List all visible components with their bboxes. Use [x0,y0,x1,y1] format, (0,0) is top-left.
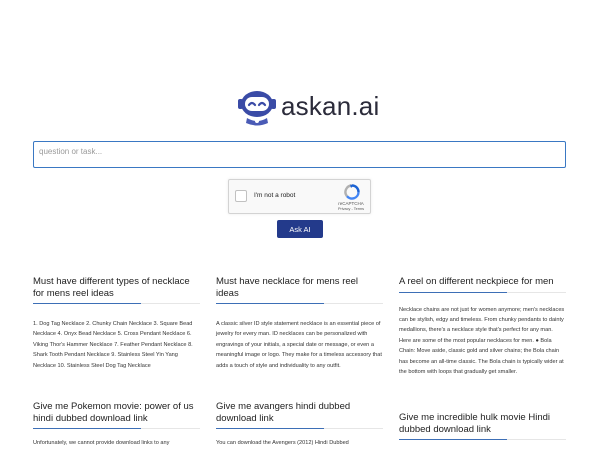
qa-card[interactable] [216,276,383,371]
card-title[interactable]: Give me avangers hindi dubbed download link [216,401,351,424]
card-body: You can download the Avengers (2012) Hindi Dubbed [216,440,349,446]
card-body: 1. Dog Tag Necklace 2. Chunky Chain Necklace 3. Square Bead Necklace 4. Onyx Bead Necklace 5. Cross Pendant Necklace 6. Viking Thor's Hammer Necklace 7. Feather Pendant Necklace 8. Shark Tooth Pendant Necklace 9. Stainless Steel Yin Yang Necklace 10. Stainless Steel Dog Tag Necklace [33,321,193,369]
recaptcha-brand: reCAPTCHA [338,201,364,206]
card-body: Necklace chains are not just for women anymore; men's necklaces can be stylish, edgy and timeless. From chunky pendants to dainty medallions, there's a necklace style that's perfect for any man. Here are some of the most popular necklaces for men. ● Bola Chain: Move aside, classic gold and silver chains; the Bola chain has become an all-time classic. The Bola chain is typically wider at the bottom with loops that gradually get smaller. [399,306,565,375]
qa-card[interactable] [33,276,200,371]
card-divider [399,439,566,440]
robot-logo-icon [236,85,278,127]
brand-name: askan.ai [281,91,380,121]
recaptcha-privacy-terms[interactable]: Privacy - Terms [337,207,365,211]
card-divider [399,292,566,293]
askan-logo[interactable] [236,85,380,127]
recaptcha-widget [228,179,371,214]
card-title[interactable]: A reel on different neckpiece for men [399,276,554,287]
ask-ai-button[interactable]: Ask AI [277,220,323,238]
card-divider [216,303,383,304]
qa-card[interactable] [399,412,566,440]
card-divider [33,303,200,304]
card-title[interactable]: Give me incredible hulk movie Hindi dubbed download link [399,412,551,435]
recaptcha-checkbox[interactable] [235,190,247,202]
card-body: Unfortunately, we cannot provide download links to any [33,440,170,446]
card-body: A classic silver ID style statement necklace is an essential piece of jewelry for every man. ID necklaces can be personalized with engravings of your initials, a special date or message, or even a meaningful image or logo. They make for a timeless accessory that adds a touch of style and individuality to any outfit. [216,321,382,369]
qa-card[interactable] [216,401,383,448]
qa-card[interactable] [33,401,200,448]
card-title[interactable]: Must have different types of necklace for mens reel ideas [33,276,190,299]
card-title[interactable]: Give me Pokemon movie: power of us hindi dubbed download link [33,401,194,424]
recaptcha-logo-icon [344,184,360,200]
qa-card[interactable] [399,276,566,377]
card-divider [216,428,383,429]
question-input[interactable] [33,141,566,168]
card-title[interactable]: Must have necklace for mens reel ideas [216,276,359,299]
card-divider [33,428,200,429]
recaptcha-label: I'm not a robot [254,192,296,199]
